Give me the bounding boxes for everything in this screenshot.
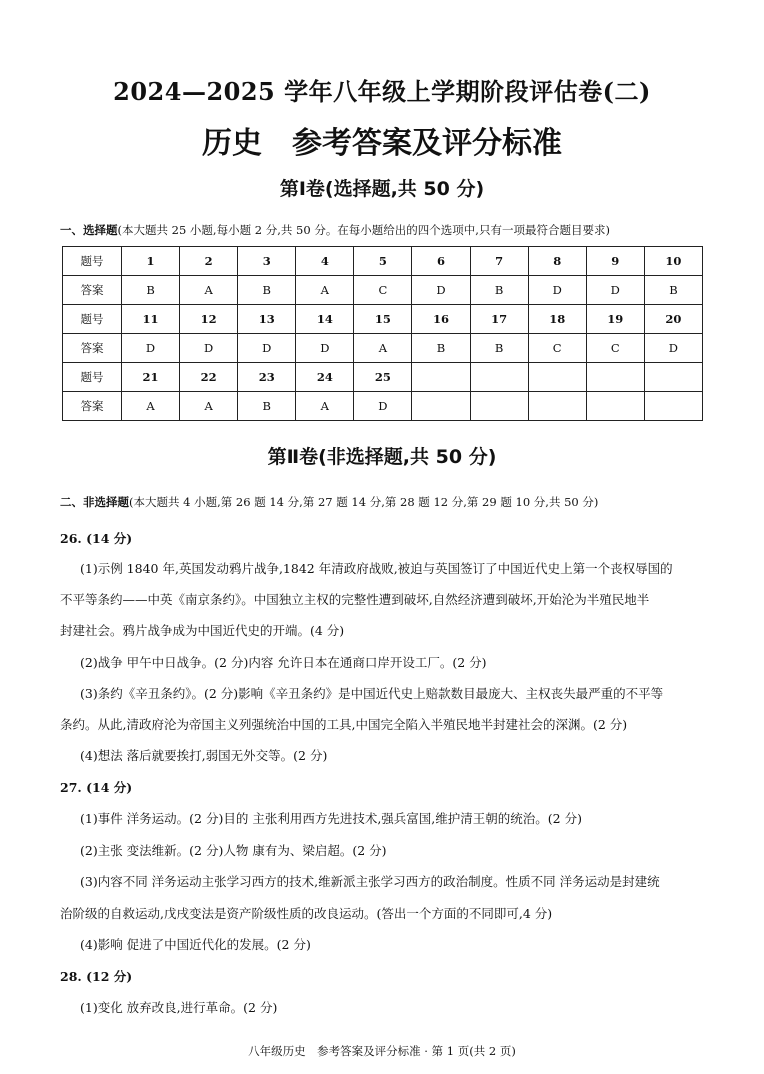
- answer-cell: D: [180, 334, 238, 363]
- question-number-cell: 25: [354, 363, 412, 392]
- question-number-cell: 3: [238, 247, 296, 276]
- question-number-cell: [644, 363, 702, 392]
- answer-cell: A: [180, 392, 238, 421]
- part2-instruction-label: 二、非选择题: [60, 495, 129, 509]
- question-number-cell: 12: [180, 305, 238, 334]
- question-number-cell: 14: [296, 305, 354, 334]
- question-26-heading: 26. (14 分): [60, 531, 133, 546]
- answer-cell: D: [586, 276, 644, 305]
- part2-heading: 第Ⅱ卷(非选择题,共 50 分): [267, 446, 497, 468]
- answer-cell: D: [238, 334, 296, 363]
- row-label-answer: 答案: [63, 334, 122, 363]
- question-number-cell: 23: [238, 363, 296, 392]
- answer-table: [62, 246, 703, 421]
- document-subtitle: 历史 参考答案及评分标准: [202, 126, 562, 161]
- q27-line-4: 治阶级的自救运动,戊戌变法是资产阶级性质的改良运动。(答出一个方面的不同即可,4 分): [60, 906, 553, 921]
- answer-row: [63, 334, 703, 363]
- question-number-cell: 13: [238, 305, 296, 334]
- page-footer: 八年级历史 参考答案及评分标准 · 第 1 页(共 2 页): [248, 1044, 516, 1058]
- question-number-cell: 11: [122, 305, 180, 334]
- answer-cell: [644, 392, 702, 421]
- row-label-answer: 答案: [63, 276, 122, 305]
- answer-row: [63, 276, 703, 305]
- q26-line-2: 不平等条约——中英《南京条约》。中国独立主权的完整性遭到破坏,自然经济遭到破坏,开始沦为半殖民地半: [60, 592, 650, 607]
- q26-line-3: 封建社会。鸦片战争成为中国近代史的开端。(4 分): [60, 623, 345, 638]
- q26-line-4: (2)战争 甲午中日战争。(2 分)内容 允许日本在通商口岸开设工厂。(2 分): [80, 655, 487, 670]
- q26-line-7: (4)想法 落后就要挨打,弱国无外交等。(2 分): [80, 748, 328, 763]
- question-27-heading: 27. (14 分): [60, 780, 133, 795]
- answer-cell: D: [122, 334, 180, 363]
- row-label-question-number: 题号: [63, 363, 122, 392]
- part1-heading: 第Ⅰ卷(选择题,共 50 分): [279, 178, 485, 200]
- part1-instruction: [60, 222, 720, 238]
- row-label-answer: 答案: [63, 392, 122, 421]
- answer-cell: [412, 392, 470, 421]
- question-number-cell: 17: [470, 305, 528, 334]
- answer-cell: D: [354, 392, 412, 421]
- answer-cell: B: [238, 276, 296, 305]
- question-number-cell: 8: [528, 247, 586, 276]
- question-number-cell: 7: [470, 247, 528, 276]
- part1-instruction-label: 一、选择题: [60, 223, 118, 237]
- question-number-cell: 21: [122, 363, 180, 392]
- question-number-cell: 4: [296, 247, 354, 276]
- question-number-cell: 2: [180, 247, 238, 276]
- answer-cell: B: [470, 276, 528, 305]
- answer-cell: A: [122, 392, 180, 421]
- row-label-question-number: 题号: [63, 247, 122, 276]
- question-number-cell: [528, 363, 586, 392]
- row-label-question-number: 题号: [63, 305, 122, 334]
- question-number-row: [63, 363, 703, 392]
- question-28-heading: 28. (12 分): [60, 969, 133, 984]
- answer-cell: C: [354, 276, 412, 305]
- question-number-cell: 24: [296, 363, 354, 392]
- answer-cell: B: [470, 334, 528, 363]
- q26-line-5: (3)条约《辛丑条约》。(2 分)影响《辛丑条约》是中国近代史上赔款数目最庞大、主权丧失最严重的不平等: [80, 686, 664, 701]
- answer-cell: D: [412, 276, 470, 305]
- question-number-cell: 6: [412, 247, 470, 276]
- answer-cell: A: [354, 334, 412, 363]
- answer-cell: D: [644, 334, 702, 363]
- answer-cell: A: [180, 276, 238, 305]
- q28-line-1: (1)变化 放弃改良,进行革命。(2 分): [80, 1000, 278, 1015]
- question-number-cell: [412, 363, 470, 392]
- answer-cell: D: [296, 334, 354, 363]
- question-number-cell: 16: [412, 305, 470, 334]
- answer-cell: B: [122, 276, 180, 305]
- part2-instruction-text: (本大题共 4 小题,第 26 题 14 分,第 27 题 14 分,第 28 题 12 分,第 29 题 10 分,共 50 分): [129, 495, 599, 509]
- question-number-cell: 5: [354, 247, 412, 276]
- question-number-cell: [586, 363, 644, 392]
- answer-cell: B: [412, 334, 470, 363]
- question-number-row: [63, 305, 703, 334]
- answer-cell: B: [238, 392, 296, 421]
- part2-instruction: [60, 494, 720, 510]
- answer-cell: [528, 392, 586, 421]
- q27-line-2: (2)主张 变法维新。(2 分)人物 康有为、梁启超。(2 分): [80, 843, 387, 858]
- q27-line-5: (4)影响 促进了中国近代化的发展。(2 分): [80, 937, 311, 952]
- question-number-cell: 18: [528, 305, 586, 334]
- question-number-cell: 9: [586, 247, 644, 276]
- part1-instruction-text: (本大题共 25 小题,每小题 2 分,共 50 分。在每小题给出的四个选项中,只有一项最符合题目要求): [117, 223, 610, 237]
- question-number-cell: [470, 363, 528, 392]
- answer-cell: A: [296, 392, 354, 421]
- question-number-row: [63, 247, 703, 276]
- answer-row: [63, 392, 703, 421]
- question-number-cell: 1: [122, 247, 180, 276]
- answer-cell: D: [528, 276, 586, 305]
- answer-cell: C: [528, 334, 586, 363]
- question-number-cell: 20: [644, 305, 702, 334]
- q26-line-6: 条约。从此,清政府沦为帝国主义列强统治中国的工具,中国完全陷入半殖民地半封建社会的深渊。(2 分): [60, 717, 628, 732]
- answer-cell: [470, 392, 528, 421]
- answer-cell: C: [586, 334, 644, 363]
- question-number-cell: 19: [586, 305, 644, 334]
- answer-cell: A: [296, 276, 354, 305]
- q27-line-1: (1)事件 洋务运动。(2 分)目的 主张利用西方先进技术,强兵富国,维护清王朝的统治。(2 分): [80, 811, 582, 826]
- answer-cell: [586, 392, 644, 421]
- q27-line-3: (3)内容不同 洋务运动主张学习西方的技术,维新派主张学习西方的政治制度。性质不同 洋务运动是封建统: [80, 874, 660, 889]
- question-number-cell: 10: [644, 247, 702, 276]
- q26-line-1: (1)示例 1840 年,英国发动鸦片战争,1842 年清政府战败,被迫与英国签订了中国近代史上第一个丧权辱国的: [80, 561, 673, 576]
- question-number-cell: 22: [180, 363, 238, 392]
- exam-title: 2024—2025 学年八年级上学期阶段评估卷(二): [113, 77, 651, 106]
- question-number-cell: 15: [354, 305, 412, 334]
- answer-cell: B: [644, 276, 702, 305]
